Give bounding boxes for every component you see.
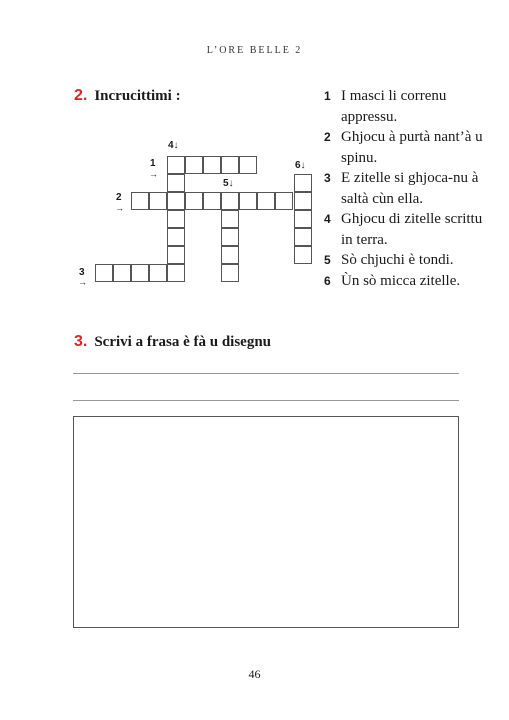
- crossword-cell[interactable]: [257, 192, 275, 210]
- clue-2: [324, 127, 484, 168]
- crossword-cell[interactable]: [239, 192, 257, 210]
- exercise-2-label: Incrucittimi :: [94, 88, 181, 104]
- writing-line[interactable]: [73, 373, 459, 374]
- across-arrow-icon: →: [78, 277, 87, 287]
- exercise-3-number: 3.: [74, 333, 88, 350]
- crossword-cell[interactable]: [294, 228, 312, 246]
- clue-number: 1: [324, 89, 331, 103]
- clue-1: [324, 86, 484, 127]
- crossword-cell[interactable]: [203, 156, 221, 174]
- clue-number: 5: [324, 253, 331, 267]
- crossword-clues: [324, 86, 484, 291]
- clue-number: 4: [324, 212, 331, 226]
- clue-number: 6: [324, 273, 331, 288]
- crossword-cell[interactable]: [294, 174, 312, 192]
- drawing-box[interactable]: [73, 416, 459, 628]
- crossword-marker-5: 5↓: [223, 178, 234, 189]
- crossword-cell[interactable]: [167, 210, 185, 228]
- exercise-3-label: Scrivi a frasa è fà u disegnu: [94, 334, 272, 350]
- across-arrow-icon: →: [115, 203, 124, 213]
- crossword-cell[interactable]: [131, 192, 149, 210]
- crossword-cell[interactable]: [167, 264, 185, 282]
- exercise-2-number: 2.: [74, 87, 88, 104]
- clue-text: Ghjocu di zitelle scrittu in terra.: [341, 211, 483, 248]
- crossword-marker-1: 1: [150, 158, 156, 169]
- page-number: 46: [248, 667, 261, 681]
- clue-6: [324, 271, 484, 292]
- crossword-marker-3: 3: [79, 267, 85, 278]
- crossword-cell[interactable]: [167, 246, 185, 264]
- crossword-cell[interactable]: [221, 228, 239, 246]
- clue-number: 2: [324, 130, 331, 144]
- crossword-cell[interactable]: [113, 264, 131, 282]
- crossword-cell[interactable]: [221, 210, 239, 228]
- clue-text: Sò chjuchi è tondi.: [341, 252, 454, 268]
- crossword-cell[interactable]: [95, 264, 113, 282]
- clue-5: [324, 250, 484, 271]
- crossword-marker-4: 4↓: [168, 140, 179, 151]
- clue-text: Ùn sò micca zitelle.: [341, 272, 461, 289]
- crossword-cell[interactable]: [167, 192, 185, 210]
- exercise-3-title: [74, 333, 271, 351]
- crossword-cell[interactable]: [167, 156, 185, 174]
- crossword-cell[interactable]: [221, 264, 239, 282]
- crossword-cell[interactable]: [149, 192, 167, 210]
- crossword-cell[interactable]: [149, 264, 167, 282]
- clue-number: 3: [324, 171, 331, 185]
- running-header: L’ORE BELLE 2: [206, 45, 303, 56]
- crossword-cell[interactable]: [221, 246, 239, 264]
- clue-text: I masci li correnu appressu.: [341, 88, 447, 125]
- crossword-cell[interactable]: [294, 192, 312, 210]
- exercise-2-title: [74, 87, 181, 105]
- crossword-cell[interactable]: [167, 228, 185, 246]
- crossword-cell[interactable]: [185, 156, 203, 174]
- crossword-cell[interactable]: [131, 264, 149, 282]
- writing-line[interactable]: [73, 400, 459, 401]
- clue-text: Ghjocu à purtà nant’à u spinu.: [341, 129, 483, 166]
- crossword-cell[interactable]: [294, 210, 312, 228]
- crossword-marker-2: 2: [116, 192, 122, 203]
- crossword-cell[interactable]: [203, 192, 221, 210]
- crossword-cell[interactable]: [239, 156, 257, 174]
- across-arrow-icon: →: [149, 169, 158, 179]
- crossword-cell[interactable]: [221, 156, 239, 174]
- clue-3: [324, 168, 484, 209]
- clue-4: [324, 209, 484, 250]
- crossword-cell[interactable]: [294, 246, 312, 264]
- crossword-cell[interactable]: [275, 192, 293, 210]
- crossword-cell[interactable]: [167, 174, 185, 192]
- crossword-cell[interactable]: [221, 192, 239, 210]
- crossword-cell[interactable]: [185, 192, 203, 210]
- crossword-marker-6: 6↓: [295, 160, 306, 171]
- clue-text: E zitelle si ghjoca-nu à saltà cùn ella.: [341, 170, 479, 207]
